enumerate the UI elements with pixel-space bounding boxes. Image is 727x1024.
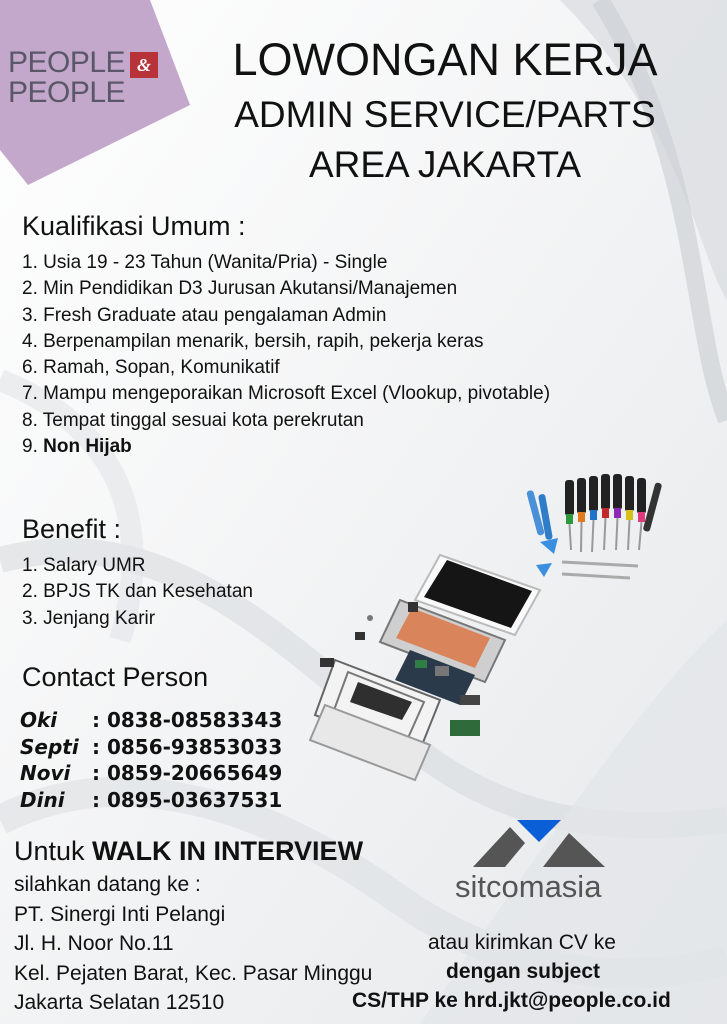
address-line: PT. Sinergi Inti Pelangi [14, 902, 226, 926]
screwdriver-set-icon [526, 474, 662, 578]
list-item [22, 434, 550, 460]
interview-intro: Untuk [14, 836, 93, 866]
position-title: ADMIN SERVICE/PARTS [234, 94, 656, 135]
contact-row [20, 708, 320, 735]
benefit-heading: Benefit : [22, 514, 122, 544]
contact-row [20, 735, 320, 762]
cv-line-1: atau kirimkan CV ke [428, 931, 616, 954]
sitcomasia-mark-icon [455, 815, 635, 875]
interview-address [14, 870, 372, 1018]
contact-row [20, 761, 320, 788]
walk-in-interview-label: WALK IN INTERVIEW [92, 836, 364, 866]
list-item: 4. Berpenampilan menarik, bersih, rapih, pekerja keras [22, 330, 484, 352]
small-part-icon [460, 695, 480, 705]
contact-row [20, 788, 320, 815]
list-item: 3. Jenjang Karir [22, 607, 156, 629]
qualifications-list [22, 250, 550, 460]
small-part-icon [355, 632, 365, 640]
contact-phone[interactable]: : 0859-20665649 [92, 761, 283, 785]
list-item-prefix: 9. [22, 436, 44, 458]
list-item: 7. Mampu mengeporaikan Microsoft Excel (Vlookup, pivotable) [22, 383, 551, 405]
logo-ampersand: & [130, 52, 158, 78]
cv-email-line[interactable]: CS/THP ke hrd.jkt@people.co.id [352, 989, 671, 1012]
sitcomasia-logo [455, 815, 635, 915]
address-line: silahkan datang ke : [14, 873, 201, 896]
page-title: LOWONGAN KERJA [232, 34, 658, 85]
contact-name: Oki [20, 708, 58, 732]
logo-line-2: PEOPLE [8, 76, 126, 109]
list-item: 1. Salary UMR [22, 555, 146, 576]
list-item: 2. BPJS TK dan Kesehatan [22, 581, 253, 603]
contact-list [20, 708, 320, 814]
benefit-list [22, 553, 253, 632]
small-part-icon [320, 658, 334, 667]
list-item: 2. Min Pendidikan D3 Jurusan Akutansi/Manajemen [22, 278, 458, 300]
list-item: 8. Tempat tinggal sesuai kota perekrutan [22, 409, 364, 431]
contact-name: Septi [20, 734, 79, 759]
contact-phone[interactable]: : 0895-03637531 [92, 787, 283, 812]
list-item: 3. Fresh Graduate atau pengalaman Admin [22, 304, 387, 326]
logo-line-1: PEOPLE [8, 46, 126, 79]
qualifications-heading: Kualifikasi Umum : [22, 211, 246, 241]
list-item: 1. Usia 19 - 23 Tahun (Wanita/Pria) - Single [22, 252, 388, 273]
address-line: Jakarta Selatan 12510 [14, 991, 225, 1015]
contact-phone[interactable]: : 0856-93853033 [92, 734, 283, 759]
contact-heading: Contact Person [22, 662, 209, 692]
contact-name: Novi [20, 761, 71, 785]
list-item: 6. Ramah, Sopan, Komunikatif [22, 357, 280, 379]
address-line: Kel. Pejaten Barat, Kec. Pasar Minggu [14, 961, 373, 985]
sitcomasia-wordmark: sitcomasia [455, 869, 602, 904]
cv-line-2: dengan subject [446, 960, 601, 983]
address-line: Jl. H. Noor No.11 [14, 932, 174, 956]
area-title: AREA JAKARTA [308, 144, 582, 185]
interview-heading [14, 836, 363, 867]
non-hijab-label: Non Hijab [43, 436, 132, 458]
contact-phone[interactable]: : 0838-08583343 [92, 708, 283, 732]
small-part-icon [450, 720, 480, 736]
small-part-icon [367, 615, 373, 621]
phone-parts-illustration [300, 470, 670, 790]
contact-name: Dini [20, 787, 65, 812]
